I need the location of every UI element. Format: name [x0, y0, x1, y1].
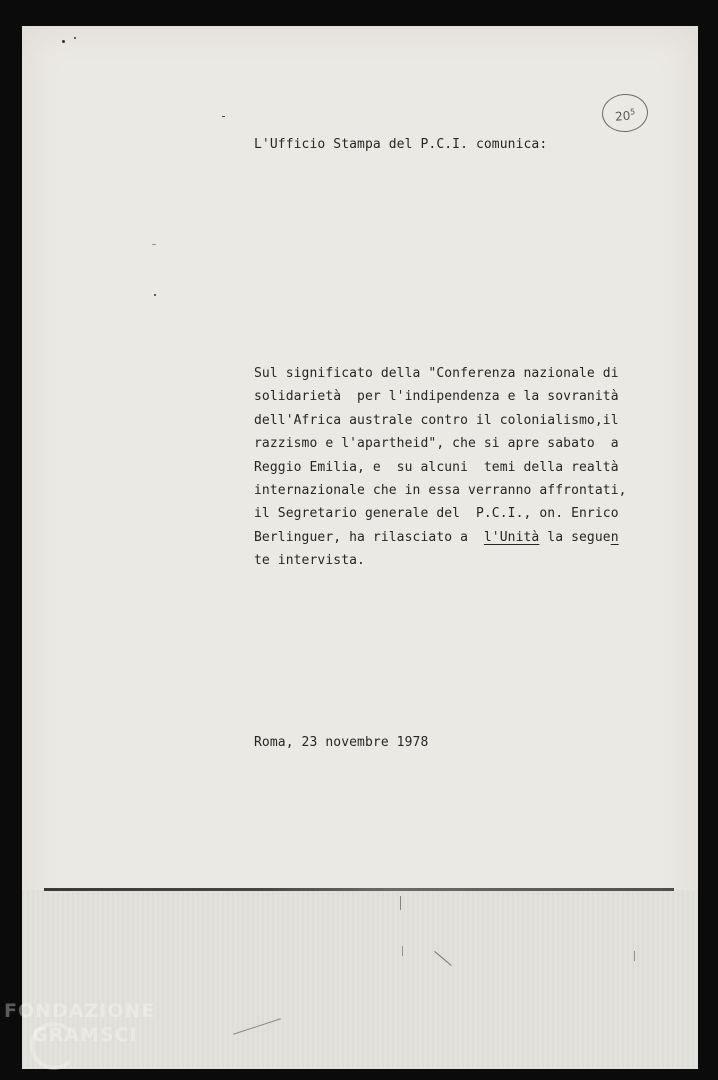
stamp-suffix: 5 [629, 107, 636, 117]
underlined-letter: n [610, 529, 619, 545]
page-number-stamp [601, 92, 650, 133]
watermark-line2: GRAMSCI [32, 1024, 138, 1046]
paragraph-line: te intervista. [254, 553, 365, 569]
paragraph-line: solidarietà per l'indipendenza e la sovranità [254, 389, 619, 405]
newspaper-name: l'Unità [483, 529, 540, 545]
paper-mark [634, 951, 635, 961]
paragraph-line: la segue [539, 529, 611, 545]
paper-mark [154, 294, 156, 296]
paragraph-line: Berlinguer, ha rilasciato a [254, 529, 484, 545]
document-page [22, 26, 698, 1069]
fondazione-gramsci-watermark [4, 1000, 155, 1046]
paper-mark [222, 116, 225, 117]
paragraph-line: razzismo e l'apartheid", che si apre sabato a [254, 436, 619, 452]
paragraph-line: Sul significato della "Conferenza nazionale di [254, 366, 619, 381]
paragraph-line: dell'Africa australe contro il colonialismo,il [254, 412, 619, 428]
paragraph-line: Reggio Emilia, e su alcuni temi della realtà [254, 459, 619, 475]
paper-mark [152, 244, 156, 245]
paper-mark [400, 896, 401, 910]
paper-mark [74, 37, 76, 39]
horizontal-rule [44, 888, 674, 891]
paper-mark [62, 40, 65, 43]
logo-g-icon [30, 1022, 78, 1070]
stamp-number: 20 [614, 108, 631, 124]
paragraph-line: il Segretario generale del P.C.I., on. Enrico [254, 506, 619, 522]
paper-mark [402, 946, 403, 956]
document-date: Roma, 23 novembre 1978 [254, 735, 429, 750]
paragraph-line: internazionale che in essa verranno affrontati, [254, 483, 627, 499]
press-office-heading: L'Ufficio Stampa del P.C.I. comunica: [254, 137, 548, 152]
statement-paragraph [254, 362, 627, 573]
watermark-line1: FONDAZIONE [4, 1000, 156, 1022]
